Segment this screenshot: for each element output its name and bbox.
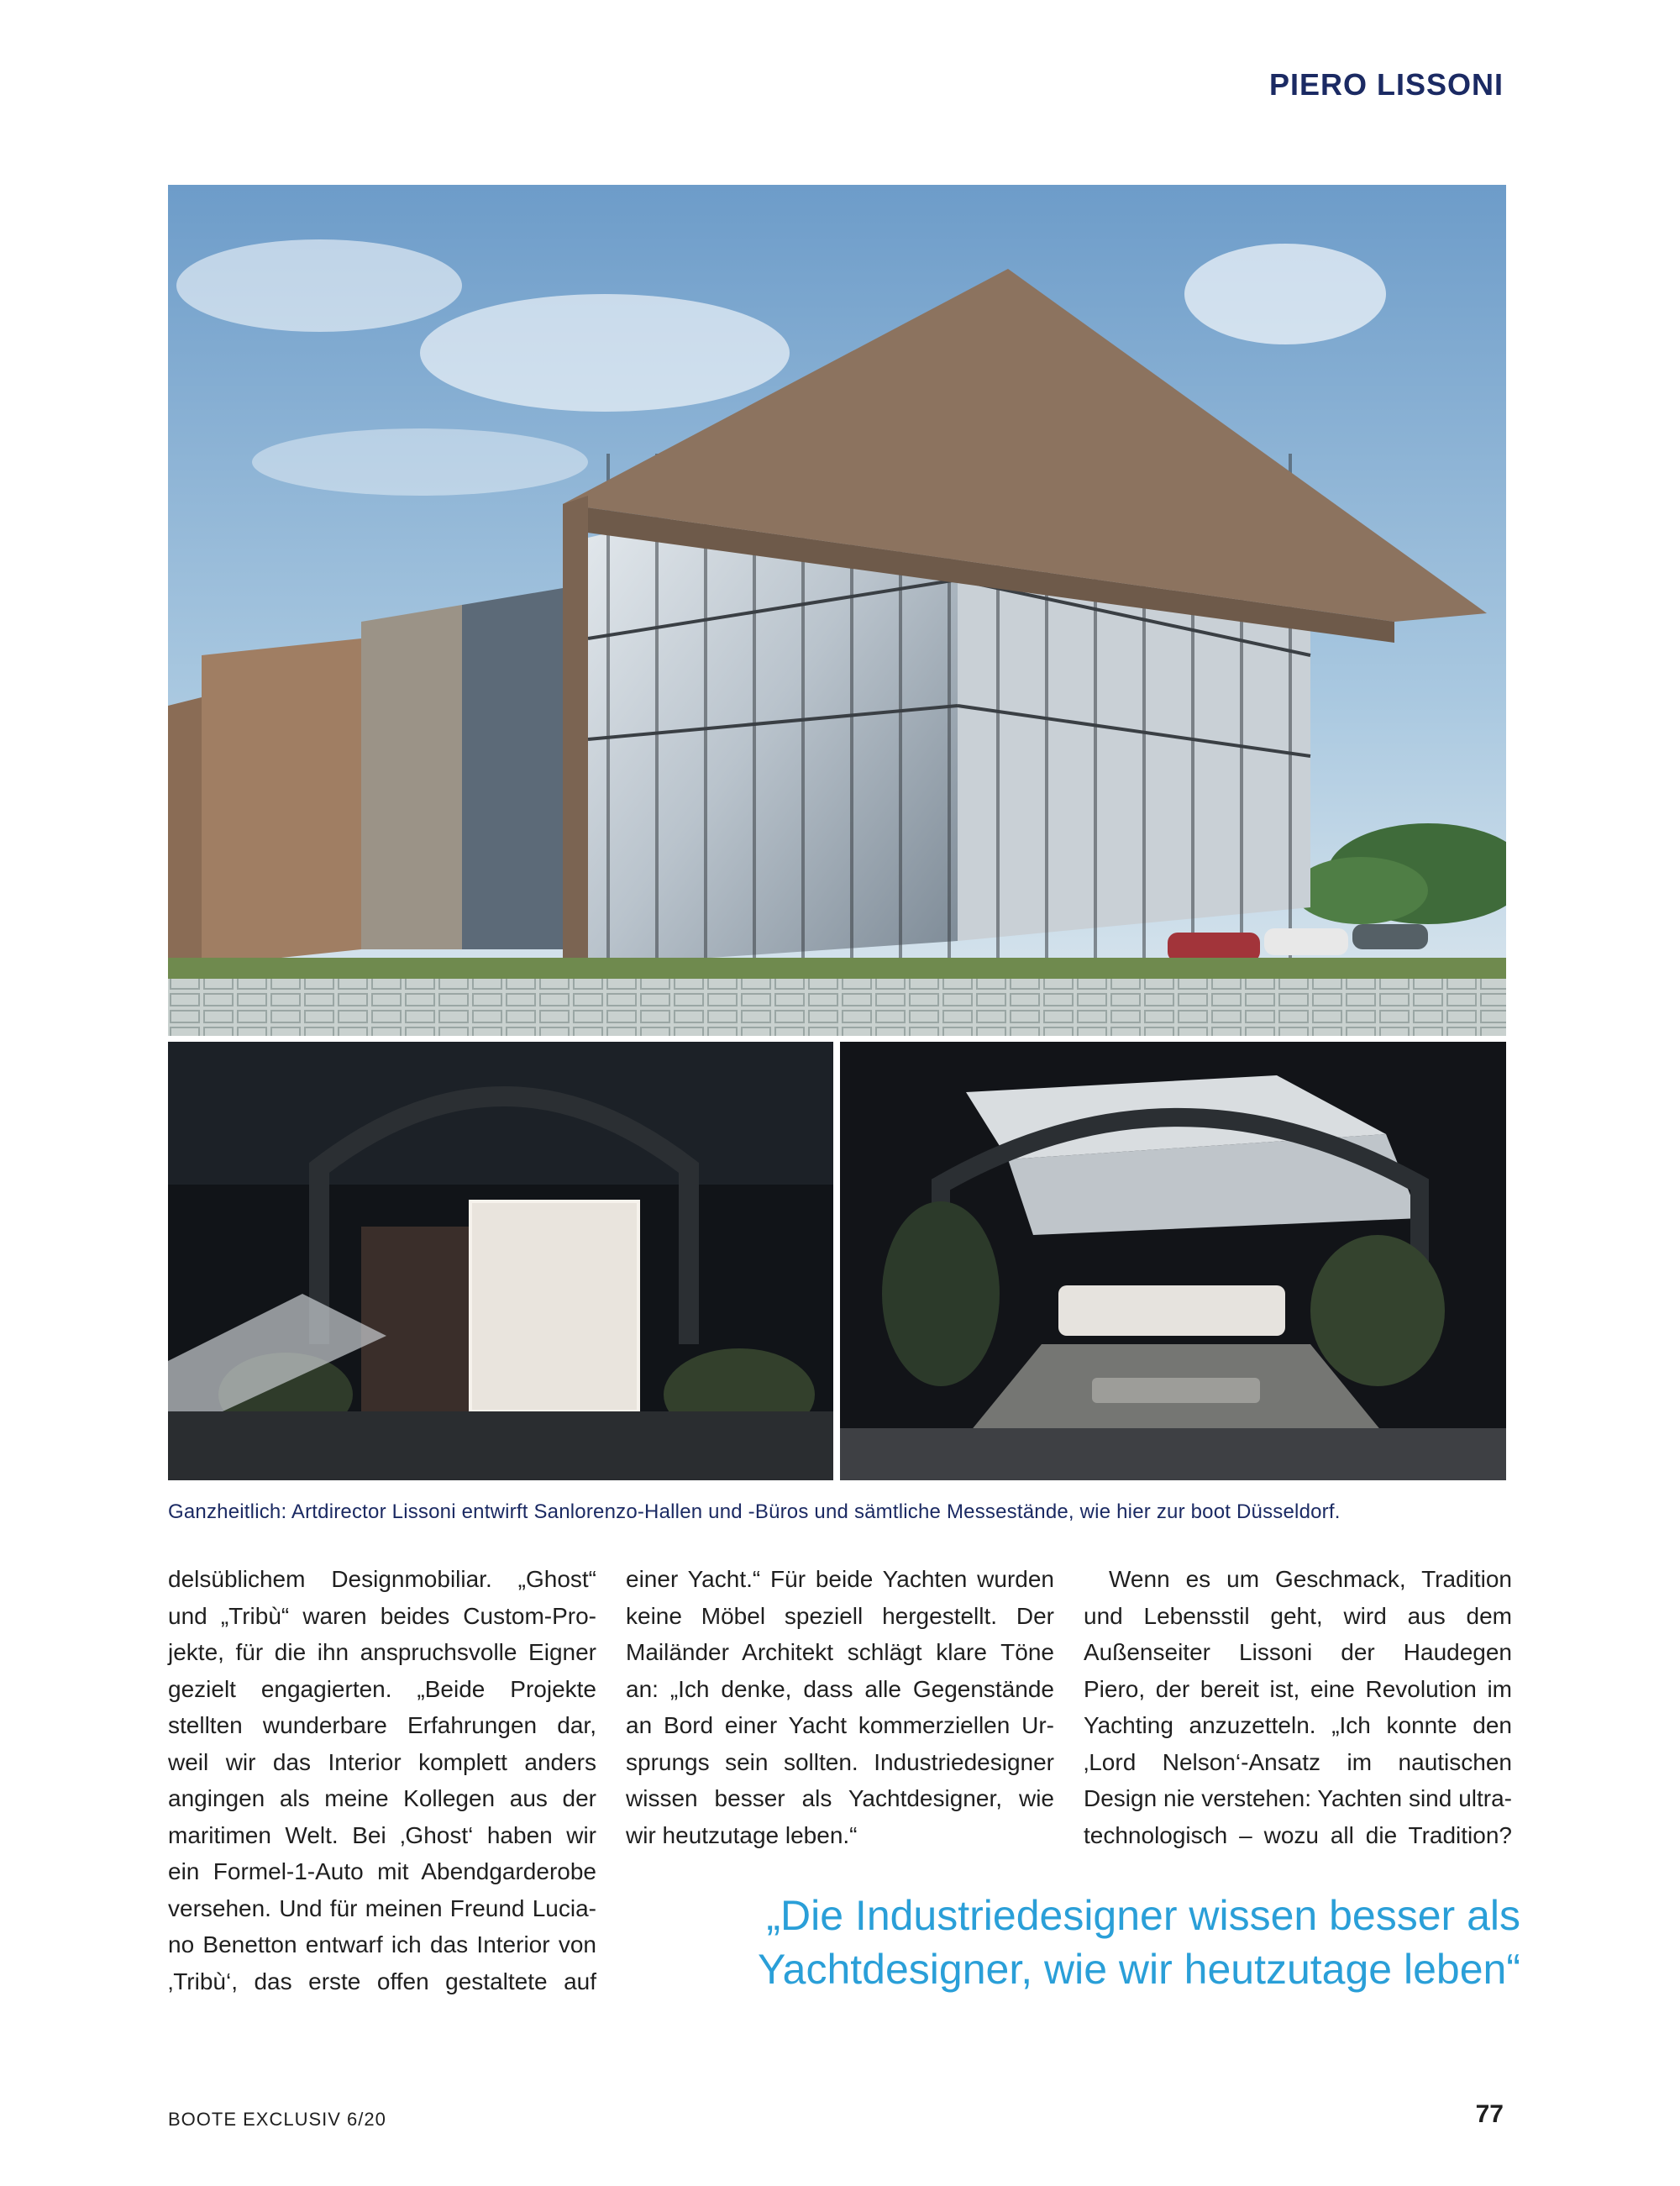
text-column-1 xyxy=(168,1561,596,1999)
text-line: stellten wunderbare Erfahrungen dar, xyxy=(168,1712,596,1738)
text-line: gezielt engagierten. „Beide Projekte xyxy=(168,1675,596,1702)
section-title: PIERO LISSONI xyxy=(1268,67,1504,102)
boot-stand-left-photo xyxy=(168,1042,833,1480)
building-photo xyxy=(168,185,1506,1036)
pull-quote-line-1: „Die Industriedesigner wissen besser als xyxy=(766,1892,1520,1939)
text-line: ‚Tribù‘, das erste offen gestaltete auf xyxy=(168,1968,596,1994)
text-line: ein Formel-1-Auto mit Abendgarderobe xyxy=(168,1858,596,1884)
text-line: wissen besser als Yachtdesigner, wie xyxy=(626,1785,1054,1811)
pull-quote xyxy=(647,1889,1520,1996)
text-column-2 xyxy=(626,1561,1054,1853)
text-line: angingen als meine Kollegen aus der xyxy=(168,1785,596,1811)
text-line: Yachting anzuzetteln. „Ich konnte den xyxy=(1084,1712,1512,1738)
text-line: ‚Lord Nelson‘-Ansatz im nautischen xyxy=(1084,1748,1512,1775)
text-line: versehen. Und für meinen Freund Lucia- xyxy=(168,1894,596,1921)
pull-quote-line-2: Yachtdesigner, wie wir heutzutage leben“ xyxy=(758,1946,1520,1993)
text-line: keine Möbel speziell hergestellt. Der xyxy=(626,1602,1054,1629)
text-line: Design nie verstehen: Yachten sind ultra- xyxy=(1084,1785,1512,1811)
text-line: technologisch – wozu all die Tradition? xyxy=(1084,1821,1512,1848)
text-line: no Benetton entwarf ich das Interior von xyxy=(168,1931,596,1957)
text-line: wir heutzutage leben.“ xyxy=(626,1821,858,1848)
stand-right-illustration xyxy=(840,1042,1506,1480)
text-line: jekte, für die ihn anspruchsvolle Eigner xyxy=(168,1639,596,1665)
text-line: maritimen Welt. Bei ‚Ghost‘ haben wir xyxy=(168,1821,596,1848)
photo-caption: Ganzheitlich: Artdirector Lissoni entwirft Sanlorenzo-Hallen und -Büros und sämtliche Messestände, wie hier zur boot Düsseldorf. xyxy=(168,1500,1341,1523)
text-line: an: „Ich denke, dass alle Gegenstände xyxy=(626,1675,1054,1702)
text-column-3 xyxy=(1084,1561,1512,1853)
publication-footer: BOOTE EXCLUSIV 6/20 xyxy=(168,2109,386,2130)
text-line: und „Tribù“ waren beides Custom-Pro- xyxy=(168,1602,596,1629)
text-line: an Bord einer Yacht kommerziellen Ur- xyxy=(626,1712,1054,1738)
text-line: Mailänder Architekt schlägt klare Töne xyxy=(626,1639,1054,1665)
boot-stand-right-photo xyxy=(840,1042,1506,1480)
text-line: Wenn es um Geschmack, Tradition xyxy=(1109,1566,1512,1592)
stand-left-illustration xyxy=(168,1042,833,1480)
text-line: sprungs sein sollten. Industriedesigner xyxy=(626,1748,1054,1775)
text-line: weil wir das Interior komplett anders xyxy=(168,1748,596,1775)
building-illustration xyxy=(168,185,1506,1036)
text-line: Piero, der bereit ist, eine Revolution im xyxy=(1084,1675,1512,1702)
text-line: einer Yacht.“ Für beide Yachten wurden xyxy=(626,1566,1054,1592)
text-line: Außenseiter Lissoni der Haudegen xyxy=(1084,1639,1512,1665)
text-line: delsüblichem Designmobiliar. „Ghost“ xyxy=(168,1566,596,1592)
text-line: und Lebensstil geht, wird aus dem xyxy=(1084,1602,1512,1629)
page-number: 77 xyxy=(1475,2100,1504,2128)
